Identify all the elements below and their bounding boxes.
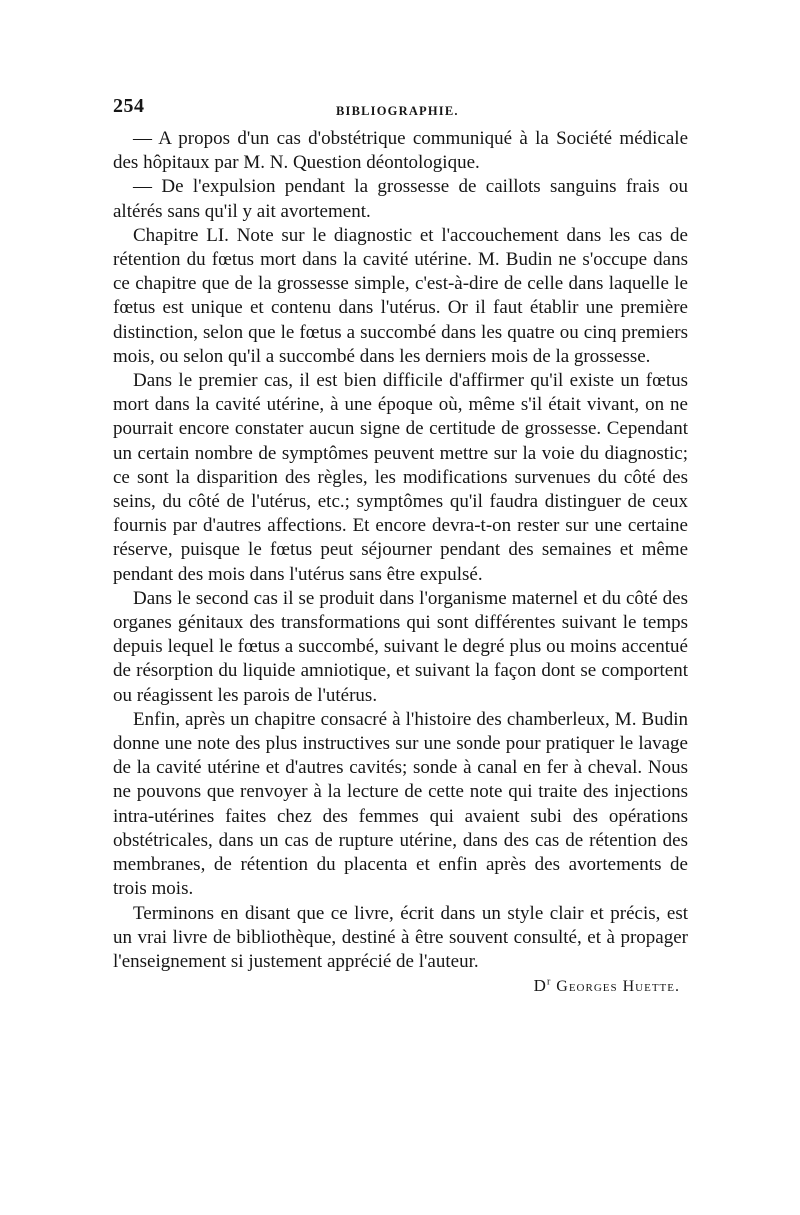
paragraph: Terminons en disant que ce livre, écrit dans un style clair et précis, est un vrai livre de bibliothèque, destiné à être souvent consulté, et à propager l'enseignement si justement apprécié de l'auteur. xyxy=(113,902,688,972)
paragraph: Dans le premier cas, il est bien difficile d'affirmer qu'il existe un fœtus mort dans la cavité utérine, à une époque où, même s'il était vivant, on ne pourrait encore constater aucun signe de certitude de grossesse. Cependant un certain nombre de symptômes peuvent mettre sur la voie du diagnostic; ce sont la disparition des règles, les modifications survenues du côté des seins, du côté de l'utérus, etc.; symptômes qu'il faudra distinguer de ceux fournis par d'autres affections. Et encore devra-t-on rester sur une certaine réserve, puisque le fœtus peut séjourner pendant des semaines et même pendant des mois dans l'utérus sans être expulsé. xyxy=(113,370,688,585)
body-text xyxy=(113,127,688,974)
page-number: 254 xyxy=(113,95,145,117)
page-header xyxy=(113,95,688,127)
author-title-text: D xyxy=(533,976,547,996)
author-title-superscript: r xyxy=(546,976,552,988)
document-page xyxy=(113,95,688,1125)
author-name: Georges Huette. xyxy=(556,978,680,996)
paragraph: Enfin, après un chapitre consacré à l'histoire des chamberleux, M. Budin donne une note des plus instructives sur une sonde pour pratiquer le lavage de la cavité utérine et d'autres cavités; sonde à canal en fer à cheval. Nous ne pouvons que renvoyer à la lecture de cette note qui traite des injections intra-utérines faites chez des femmes qui avaient subi des opérations obstétricales, dans un cas de rupture utérine, dans des cas de rétention des membranes, de rétention du placenta et enfin après des avortements de trois mois. xyxy=(113,708,688,900)
paragraph: — De l'expulsion pendant la grossesse de caillots sanguins frais ou altérés sans qu'il y ait avortement. xyxy=(113,176,688,222)
running-head: BIBLIOGRAPHIE. xyxy=(336,104,459,118)
paragraph: Chapitre LI. Note sur le diagnostic et l'accouchement dans les cas de rétention du fœtus mort dans la cavité utérine. M. Budin ne s'occupe dans ce chapitre que de la grossesse simple, c'est-à-dire de celle dans laquelle le fœtus est unique et contenu dans l'utérus. Or il faut établir une première distinction, selon que le fœtus a succombé dans les quatre ou cinq premiers mois, ou selon qu'il a succombé dans les derniers mois de la grossesse. xyxy=(113,224,688,367)
paragraph: Dans le second cas il se produit dans l'organisme maternel et du côté des organes génitaux des transformations qui sont différentes suivant le temps depuis lequel le fœtus a succombé, suivant le degré plus ou moins accentué de résorption du liquide amniotique, et suivant la façon dont se comportent ou réagissent les parois de l'utérus. xyxy=(113,587,688,706)
author-title xyxy=(534,976,552,995)
author-signature xyxy=(113,976,688,996)
paragraph: — A propos d'un cas d'obstétrique communiqué à la Société médicale des hôpitaux par M. N. Question déontologique. xyxy=(113,128,688,174)
